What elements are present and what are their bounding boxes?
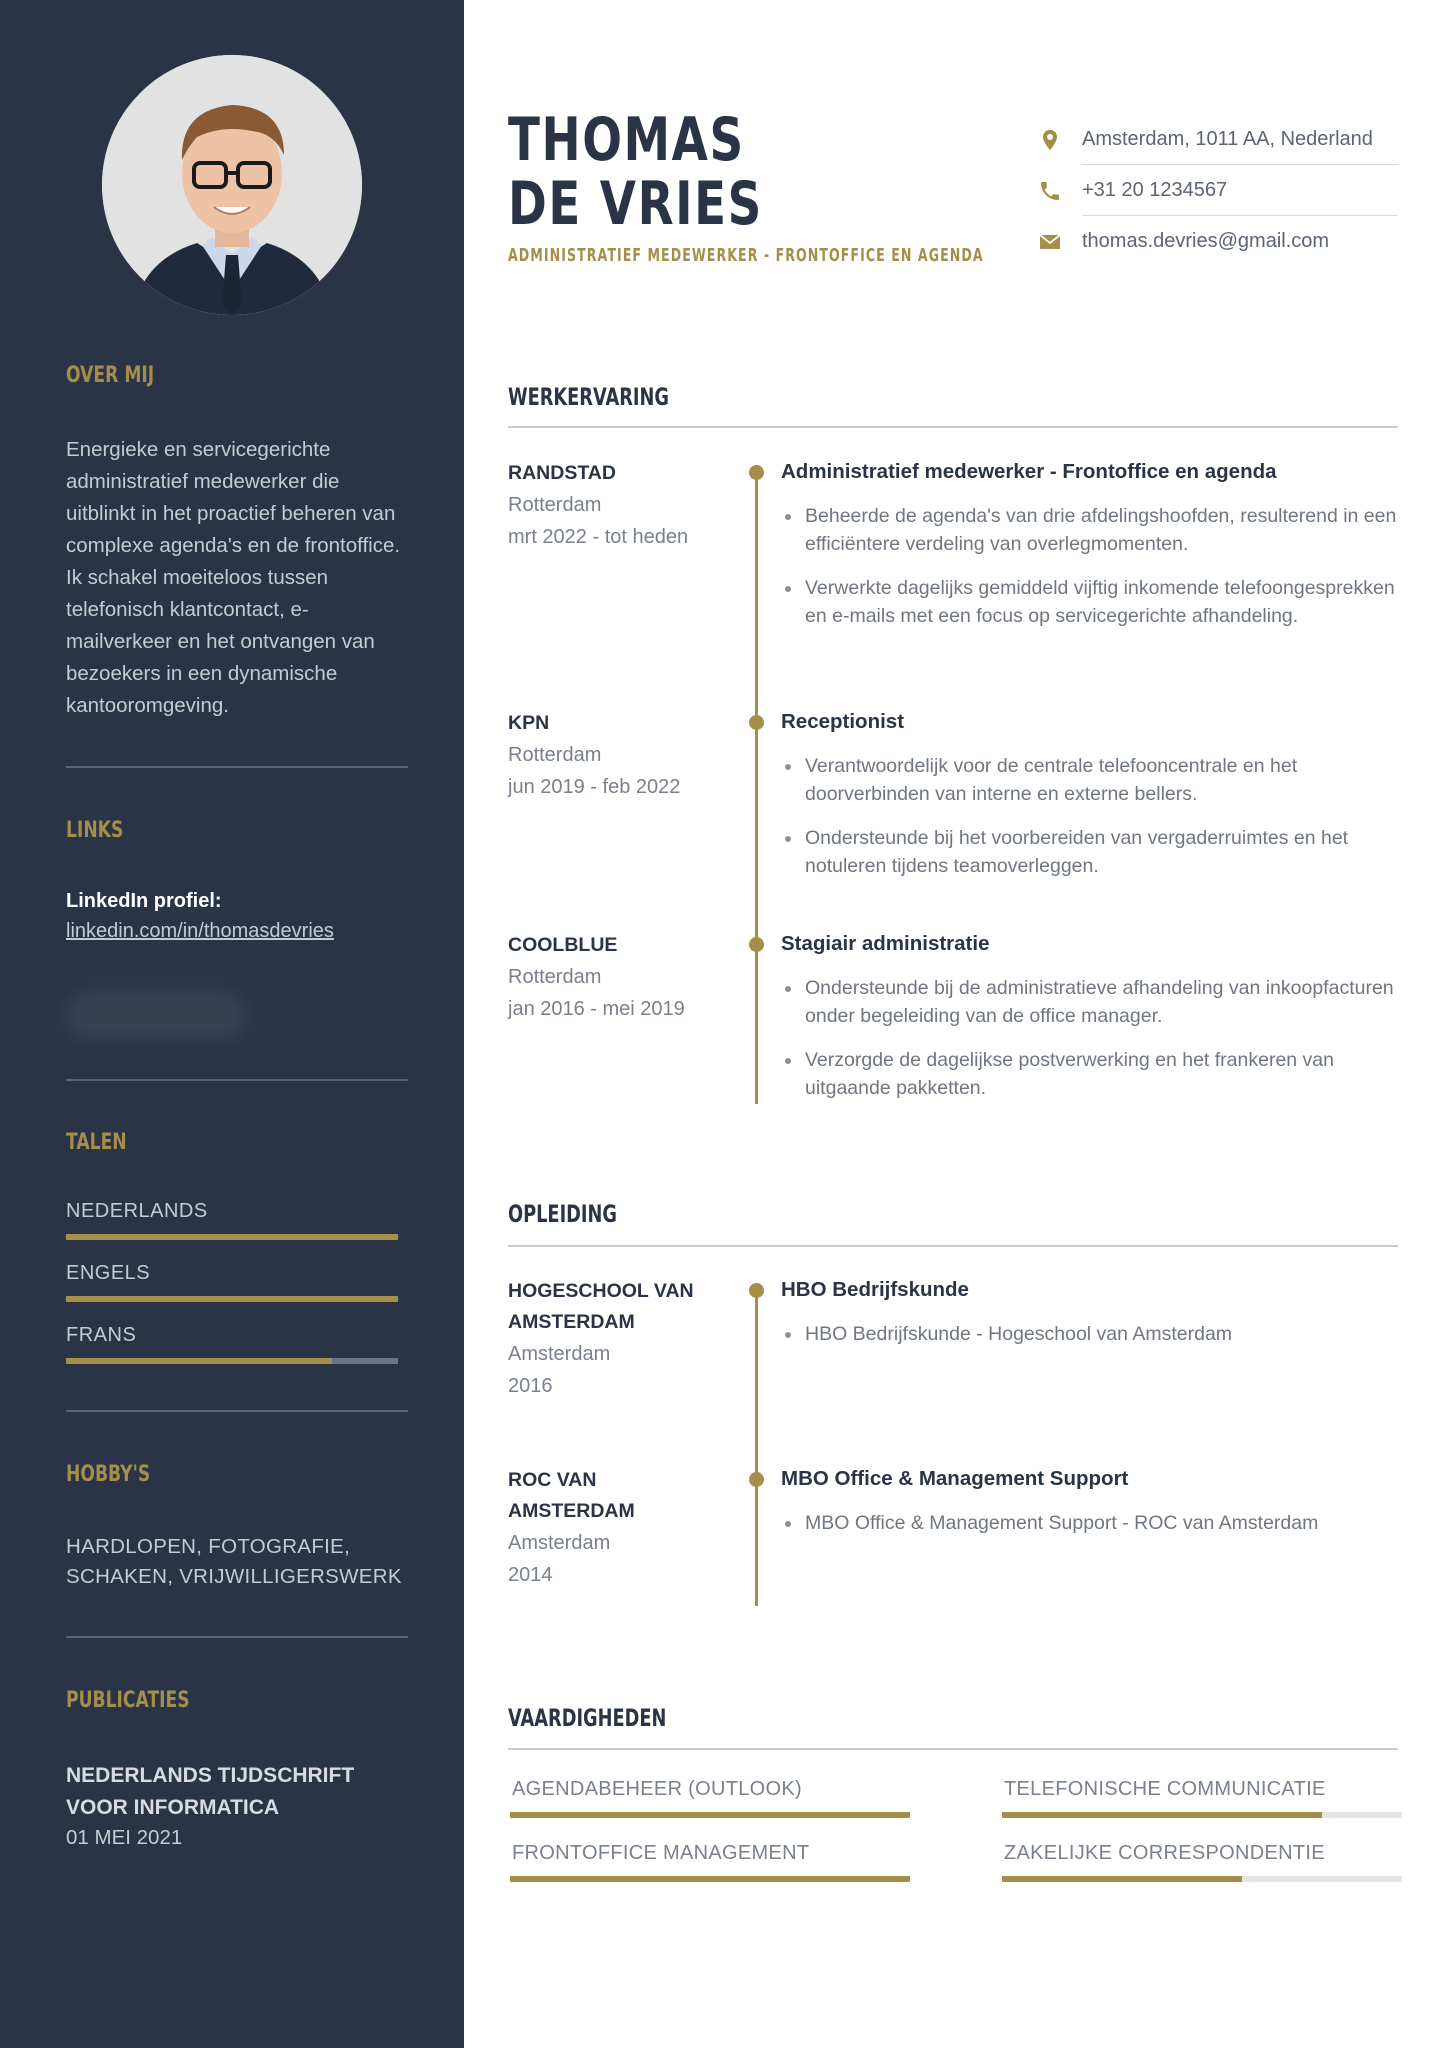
school-name: HOGESCHOOL VAN AMSTERDAM [508,1280,694,1333]
phone-text: +31 20 1234567 [1082,179,1228,201]
skill-name: TELEFONISCHE COMMUNICATIE [1004,1778,1326,1800]
job-role: Receptionist [781,710,905,733]
employment-period: jan 2016 - mei 2019 [508,998,685,1020]
language-level-fill [66,1358,332,1364]
hobbies-text: HARDLOPEN, FOTOGRAFIE, SCHAKEN, VRIJWILLIGERSWERK [66,1535,402,1588]
role-bullets [781,752,1401,896]
profile-photo-illustration [102,55,362,315]
school-city: Amsterdam [508,1532,611,1554]
skill-name: FRONTOFFICE MANAGEMENT [512,1842,810,1864]
hobbies-heading: HOBBY'S [66,1462,151,1487]
experience-heading: WERKERVARING [508,383,669,411]
company-city: Rotterdam [508,966,602,988]
bullet-item: Verantwoordelijk voor de centrale telefooncentrale en het doorverbinden van interne en externe bellers. [781,752,1401,808]
sidebar-divider [66,1079,408,1081]
contact-divider [1082,164,1398,165]
skill-level-fill [1002,1876,1242,1882]
publications-heading: PUBLICATIES [66,1688,190,1713]
bullet-item: Verwerkte dagelijks gemiddeld vijftig inkomende telefoongesprekken en e-mails met een focus op servicegerichte afhandeling. [781,574,1401,630]
bullet-item: MBO Office & Management Support - ROC van Amsterdam [781,1509,1401,1537]
skill-name: AGENDABEHEER (OUTLOOK) [512,1778,802,1800]
skills-heading: VAARDIGHEDEN [508,1704,667,1732]
about-text: Energieke en servicegerichte administratief medewerker die uitblinkt in het proactief beheren van complexe agenda's en de frontoffice. Ik schakel moeiteloos tussen telefonisch klantcontact, e-mailverkeer en het ontvangen van bezoekers in een dynamische kantooromgeving. [66,438,401,717]
timeline-dot [749,465,764,480]
contact-phone [1038,167,1398,217]
skill-level-bar [1002,1876,1402,1882]
contact-address [1038,116,1398,166]
job-title: ADMINISTRATIEF MEDEWERKER - FRONTOFFICE EN AGENDA [508,245,984,266]
candidate-name [508,105,763,239]
experience-timeline [755,468,758,1104]
language-level-fill [66,1234,398,1240]
skill-name: ZAKELIJKE CORRESPONDENTIE [1004,1842,1325,1864]
employment-period: mrt 2022 - tot heden [508,526,689,548]
sidebar-divider [66,1410,408,1412]
publication-date: 01 MEI 2021 [66,1826,183,1849]
publication-title: NEDERLANDS TIJDSCHRIFT VOOR INFORMATICA [66,1764,355,1819]
graduation-year: 2016 [508,1375,553,1397]
skill-level-fill [510,1812,910,1818]
skill-level-bar [510,1876,910,1882]
degree-bullets [781,1320,1401,1364]
bullet-item: HBO Bedrijfskunde - Hogeschool van Amsterdam [781,1320,1401,1348]
section-divider [508,1245,1398,1247]
bullet-item: Ondersteunde bij de administratieve afhandeling van inkoopfacturen onder begeleiding van de office manager. [781,974,1401,1030]
address-text: Amsterdam, 1011 AA, Nederland [1082,128,1373,150]
section-divider [508,426,1398,428]
language-level-fill [66,1296,398,1302]
school-name: ROC VAN AMSTERDAM [508,1469,635,1522]
job-role: Stagiair administratie [781,932,990,955]
about-heading: OVER MIJ [66,363,155,388]
school-city: Amsterdam [508,1343,611,1365]
graduation-year: 2014 [508,1564,553,1586]
main-content [464,0,1448,2048]
language-name: NEDERLANDS [66,1200,208,1222]
email-text[interactable]: thomas.devries@gmail.com [1082,230,1330,252]
degree-name: MBO Office & Management Support [781,1467,1129,1490]
linkedin-link[interactable]: linkedin.com/in/thomasdevries [66,920,334,942]
employment-period: jun 2019 - feb 2022 [508,776,681,798]
skill-level-bar [1002,1812,1402,1818]
blurred-content [66,990,246,1040]
degree-bullets [781,1509,1401,1553]
timeline-dot [749,1283,764,1298]
section-divider [508,1748,1398,1750]
degree-name: HBO Bedrijfskunde [781,1278,969,1301]
timeline-dot [749,1472,764,1487]
language-name: FRANS [66,1324,137,1346]
company-name: KPN [508,712,550,734]
education-heading: OPLEIDING [508,1200,617,1228]
company-name: RANDSTAD [508,462,616,484]
bullet-item: Verzorgde de dagelijkse postverwerking en het frankeren van uitgaande pakketten. [781,1046,1401,1102]
location-pin-icon [1038,128,1062,152]
language-level-bar [66,1234,398,1240]
linkedin-label: LinkedIn profiel: [66,890,222,912]
contact-divider [1082,215,1398,216]
languages-heading: TALEN [66,1130,127,1155]
company-city: Rotterdam [508,494,602,516]
skill-level-fill [510,1876,910,1882]
language-level-bar [66,1296,398,1302]
bullet-item: Ondersteunde bij het voorbereiden van vergaderruimtes en het notuleren tijdens teamoverleggen. [781,824,1401,880]
role-bullets [781,974,1401,1118]
job-role: Administratief medewerker - Frontoffice en agenda [781,460,1277,483]
contact-email [1038,218,1398,268]
envelope-icon [1038,230,1062,254]
education-timeline [755,1290,758,1606]
bullet-item: Beheerde de agenda's van drie afdelingshoofden, resulterend in een efficiëntere verdeling van overlegmomenten. [781,502,1401,558]
sidebar-divider [66,766,408,768]
language-name: ENGELS [66,1262,151,1284]
phone-icon [1038,179,1062,203]
timeline-dot [749,937,764,952]
company-name: COOLBLUE [508,934,618,956]
sidebar [0,0,464,2048]
language-level-bar [66,1358,398,1364]
sidebar-divider [66,1636,408,1638]
skill-level-fill [1002,1812,1322,1818]
skill-level-bar [510,1812,910,1818]
role-bullets [781,502,1401,646]
first-name: THOMAS [508,105,745,175]
links-heading: LINKS [66,818,124,843]
timeline-dot [749,715,764,730]
last-name: DE VRIES [508,169,763,239]
profile-photo [102,55,362,315]
company-city: Rotterdam [508,744,602,766]
